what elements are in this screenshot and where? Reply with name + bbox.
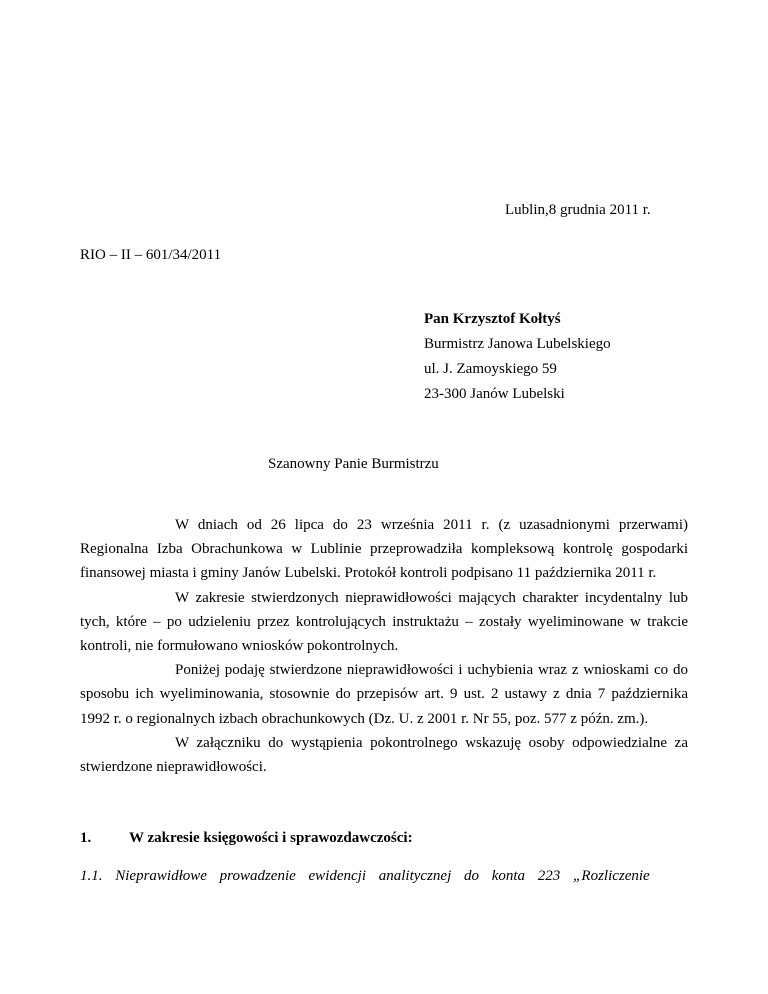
paragraph: Poniżej podaję stwierdzone nieprawidłowości i uchybienia wraz z wnioskami co do sposobu ich wyeliminowania, stosownie do przepisów art. 9 ust. 2 ustawy z dnia 7 października 1992 r. o regionalnych izbach obrachunkowych (Dz. U. z 2001 r. Nr 55, poz. 577 z późn. zm.). xyxy=(80,662,688,727)
addressee-name: Pan Krzysztof Kołtyś xyxy=(424,311,561,327)
addressee-block xyxy=(424,307,611,407)
subsection-heading: 1.1. Nieprawidłowe prowadzenie ewidencji analitycznej do konta 223 „Rozliczenie xyxy=(80,868,650,884)
section-title: W zakresie księgowości i sprawozdawczości: xyxy=(129,830,413,846)
section-heading xyxy=(80,830,413,847)
paragraph: W zakresie stwierdzonych nieprawidłowości mających charakter incydentalny lub tych, które – po udzieleniu przez kontrolujących instruktażu – zostały wyeliminowane w trakcie kontroli, nie formułowano wniosków pokontrolnych. xyxy=(80,589,688,655)
addressee-city: 23-300 Janów Lubelski xyxy=(424,386,565,402)
salutation: Szanowny Panie Burmistrzu xyxy=(268,456,439,472)
addressee-title: Burmistrz Janowa Lubelskiego xyxy=(424,336,611,352)
section-number: 1. xyxy=(80,830,92,846)
letter-date: Lublin,8 grudnia 2011 r. xyxy=(505,202,651,218)
paragraph: W załączniku do wystąpienia pokontrolnego wskazuję osoby odpowiedzialne za stwierdzone nieprawidłowości. xyxy=(80,734,688,776)
reference-number: RIO – II – 601/34/2011 xyxy=(80,247,222,263)
addressee-street: ul. J. Zamoyskiego 59 xyxy=(424,361,557,377)
paragraph: W dniach od 26 lipca do 23 września 2011 r. (z uzasadnionymi przerwami) Regionalna Izba Obrachunkowa w Lublinie przeprowadziła kompleksową kontrolę gospodarki finansowej miasta i gminy Janów Lubelski. Protokół kontroli podpisano 11 października 2011 r. xyxy=(80,517,688,582)
letter-body xyxy=(80,513,688,779)
